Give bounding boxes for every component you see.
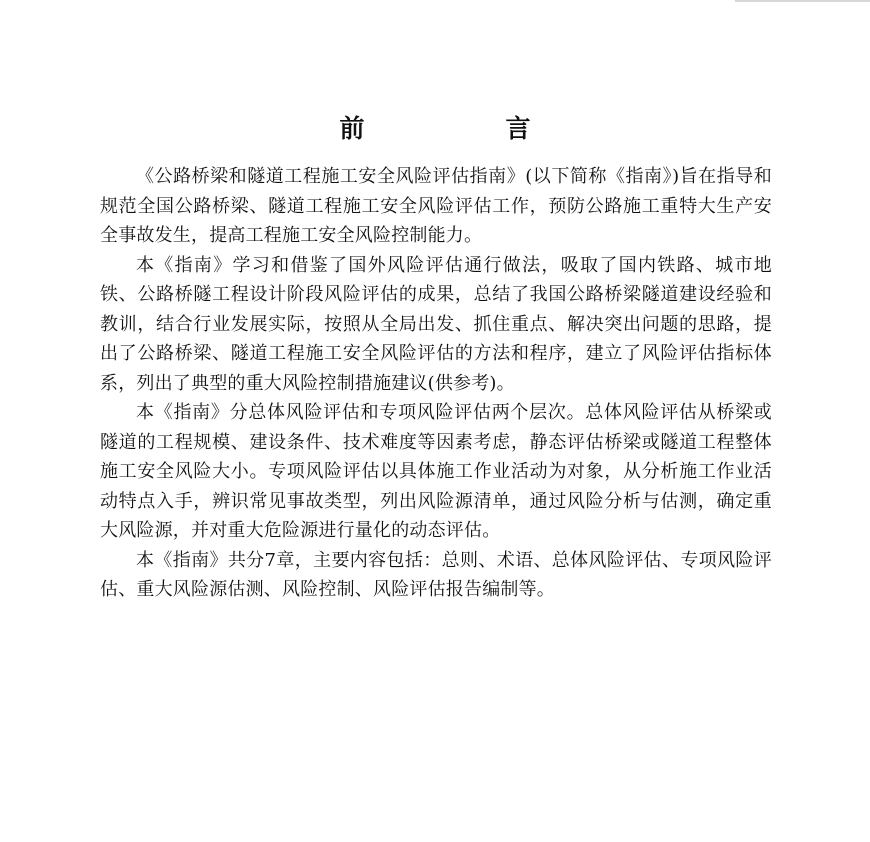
page-title: 前 言 bbox=[339, 114, 589, 143]
top-rule-line bbox=[735, 0, 870, 2]
preface-body bbox=[100, 162, 772, 605]
paragraph-2: 本《指南》学习和借鉴了国外风险评估通行做法，吸取了国内铁路、城市地铁、公路桥隧工程设计阶段风险评估的成果，总结了我国公路桥梁隧道建设经验和教训，结合行业发展实际，按照从全局出发、抓住重点、解决突出问题的思路，提出了公路桥梁、隧道工程施工安全风险评估的方法和程序，建立了风险评估指标体系，列出了典型的重大风险控制措施建议(供参考)。 bbox=[100, 254, 772, 394]
paragraph-4: 本《指南》共分7章，主要内容包括：总则、术语、总体风险评估、专项风险评估、重大风险源估测、风险控制、风险评估报告编制等。 bbox=[100, 549, 772, 600]
paragraph-3: 本《指南》分总体风险评估和专项风险评估两个层次。总体风险评估从桥梁或隧道的工程规模、建设条件、技术难度等因素考虑，静态评估桥梁或隧道工程整体施工安全风险大小。专项风险评估以具体施工作业活动为对象，从分析施工作业活动特点入手，辨识常见事故类型，列出风险源清单，通过风险分析与估测，确定重大风险源，并对重大危险源进行量化的动态评估。 bbox=[100, 402, 772, 541]
paragraph-1: 《公路桥梁和隧道工程施工安全风险评估指南》(以下简称《指南》)旨在指导和规范全国公路桥梁、隧道工程施工安全风险评估工作，预防公路施工重特大生产安全事故发生，提高工程施工安全风险控制能力。 bbox=[100, 166, 772, 246]
